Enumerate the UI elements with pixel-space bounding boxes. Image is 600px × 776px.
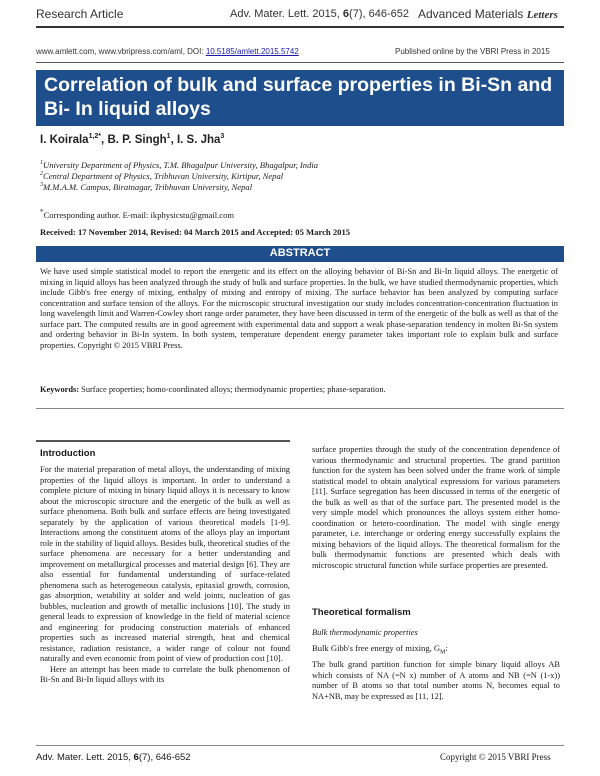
footer-copyright: Copyright © 2015 VBRI Press [440, 752, 551, 762]
author-name: B. P. Singh [107, 133, 167, 146]
keywords [40, 385, 558, 394]
author-sup: 1,2* [88, 133, 102, 140]
journal-name-main: Advanced Materials [418, 7, 524, 21]
author-name: I. Koirala [40, 133, 89, 146]
right-paragraph: The bulk grand partition function for simple binary liquid alloys AB which consists of NA (=N x) number of A atoms and NB (=N (1-x)) number of B atoms so that total number atoms N, becomes equal to NA+NB, may be expressed as [11, 12]. [312, 660, 560, 701]
article-type: Research Article [36, 7, 124, 21]
keywords-label: Keywords: [40, 385, 80, 394]
doi-link[interactable]: 10.5185/amlett.2015.5742 [205, 47, 299, 56]
affiliation-text: Central Department of Physics, Tribhuvan University, Kirtipur, Nepal [43, 171, 284, 181]
affiliation [40, 160, 318, 170]
received-dates: Received: 17 November 2014, Revised: 04 March 2015 and Accepted: 05 March 2015 [40, 227, 351, 237]
footer-citation-volume: 6 [133, 752, 139, 763]
header-rule [36, 26, 564, 28]
affiliation-text: M.M.A.M. Campus, Biratnagar, Tribhuvan University, Nepal [43, 182, 253, 192]
footer-citation-suffix: (7), 646-652 [138, 752, 191, 763]
section-theoretical-formalism: Theoretical formalism [312, 607, 411, 618]
intro-body [40, 465, 290, 686]
affiliation-sup: 2 [40, 171, 43, 178]
author-name: I. S. Jha [176, 133, 221, 146]
citation-prefix: Adv. Mater. Lett. 2015, [230, 8, 343, 20]
web-doi-line [36, 47, 299, 56]
citation-suffix: (7), 646-652 [349, 8, 409, 20]
journal-name-script: Letters [526, 9, 558, 21]
right-paragraph: surface properties through the study of the concentration dependence of various thermodynamic and structural properties. The grand partition function for the system has been solved under the frame work of simple statistical model to obtain analytical expressions for various parameters [11]. Surface segregation has been discussed in terms of the energetic of the bulk as well as that of the surface part. The presented model is the very simple model which pronounces the alloys system either homo-coordination or hetero-coordination. The model with single energy parameter, i.e. interchange or ordering energy successfully explains the mixing behaviors of the liquid alloys. The theoretical formalism for the bulk thermodynamic functions are presented which deals with microscopic structural function while surface properties are presented. [312, 445, 560, 570]
journal-citation [230, 8, 409, 20]
gibbs-line: Bulk Gibb's free energy of mixing, $G_M$: [312, 643, 448, 656]
subsection-title: Bulk thermodynamic properties [312, 628, 418, 637]
intro-top-rule [36, 440, 290, 442]
abstract-text: We have used simple statistical model to report the energetic and its effect on the alloying behavior of Bi-Sn and Bi-In liquid alloys. The energetic of mixing in liquid alloys has been analyzed through the study of bulk and surface properties. In the bulk, we have studied thermodynamic properties, which include Gibb's free energy of mixing, enthalpy of mixing and entropy of mixing. The surface behavior has been analyzed by computing surface concentration and surface tension of the alloys. For the microscopic structural investigation our study includes concentration-concentration fluctuation in long wavelength limit and Warren-Cowley short range order parameter, they have been discussed in term of the energetic of the bulk as well as that of the surface part. The computed results are in good agreement with experimental data and support a weak phase-separation tendency in molten Bi-Sn system and ordering behavior in Bi-In system. In both system, temperature dependent energy parameter takes important role to explain bulk and surface properties. Copyright © 2015 VBRI Press. [40, 267, 558, 350]
keywords-rule [36, 408, 564, 409]
abstract-heading: ABSTRACT [269, 247, 331, 259]
author-list: I. Koirala$^{1,2*}$, B. P. Singh$^1$, I. S. Jha$^3$ [40, 133, 225, 146]
affiliation-sup: 3 [40, 182, 43, 189]
gibbs-sub: M [440, 649, 446, 656]
websites: www.amlett.com, www.vbripress.com/aml, DOI: [36, 47, 206, 56]
subheader-rule [36, 62, 564, 63]
keywords-text: Surface properties; homo-coordinated alloys; thermodynamic properties; phase-separation. [81, 385, 386, 394]
affiliation [40, 171, 283, 181]
corresponding-sup: * [40, 208, 44, 216]
paper-title: Correlation of bulk and surface properties in Bi-Sn and Bi- In liquid alloys [44, 74, 553, 120]
journal-name [418, 7, 558, 21]
corresponding-author [40, 208, 234, 220]
footer-citation [36, 752, 191, 763]
affiliation-text: University Department of Physics, T.M. Bhagalpur University, Bhagalpur, India [43, 160, 319, 170]
affiliation-sup: 1 [40, 160, 43, 167]
author-sup: 3 [220, 133, 225, 140]
footer-citation-prefix: Adv. Mater. Lett. 2015, [36, 752, 134, 763]
intro-paragraph: Here an attempt has been made to correlate the bulk phenomenon of Bi-Sn and Bi-In liquid alloys with its [40, 664, 290, 684]
affiliation [40, 182, 252, 192]
intro-paragraph: For the material preparation of metal alloys, the understanding of mixing properties of the liquid alloys is important. In order to understand a complete picture of mixing in binary liquid alloys it is necessary to know about the microscopic structure and the energetic of the bulk as well as surface phenomena. Both bulk and surface effects are being investigated separately by the application of various theoretical models [1-9]. Interactions among the constituent atoms of the alloys play an important role in the stability of liquid alloys. Besides bulk, theoretical studies of the surface phenomena are necessary for a better understanding and improvement on metallurgical processes and material design [6]. They are also essential for fundamental understanding of surface-related phenomena such as heterogeneous catalysis, epitaxial growth, corrosion, gas absorption, wetability at solder and weld joints, nucleation of gas bubbles, nucleation and growth of metallic inclusions [10]. The study in general leads to expression of knowledge in the field of material science and engineering for producing construction materials of enhanced properties such as increased material strength, heat and chemical resistance, radiation resistance, a wider range of colour not found naturally and even economic from point of view of production cost [10]. [40, 465, 290, 663]
corresponding-text: Corresponding author. E-mail: ikphysicstu@gmail.com [43, 209, 235, 220]
section-introduction: Introduction [40, 448, 96, 459]
author-sup: 1 [166, 133, 171, 140]
published-online: Published online by the VBRI Press in 2015 [395, 47, 550, 56]
gibbs-text: Bulk Gibb's free energy of mixing, G [312, 643, 441, 653]
citation-volume: 6 [342, 8, 350, 20]
footer-rule [36, 745, 564, 746]
